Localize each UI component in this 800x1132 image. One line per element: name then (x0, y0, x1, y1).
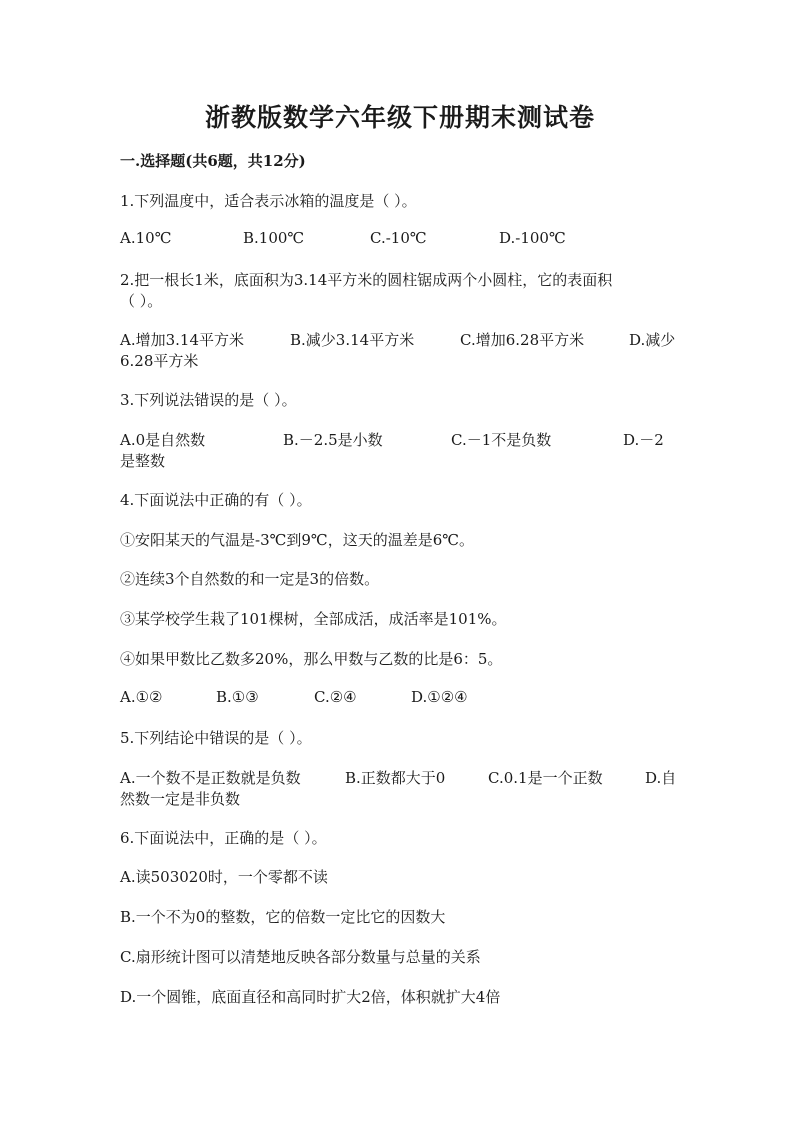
question-6-option-c: C.扇形统计图可以清楚地反映各部分数量与总量的关系 (120, 948, 481, 966)
question-2-option-b: B.减少3.14平方米 (290, 331, 415, 349)
question-4-option-d: D.①②④ (411, 688, 468, 706)
question-2-option-d: D.减少 (629, 331, 676, 349)
question-4-option-c: C.②④ (314, 688, 357, 706)
question-3-option-d: D.－2 (623, 431, 664, 449)
question-3-option-b: B.－2.5是小数 (283, 431, 383, 449)
question-6-option-d: D.一个圆锥，底面直径和高同时扩大2倍，体积就扩大4倍 (120, 988, 501, 1006)
question-2-stem-cont: （ ）。 (120, 292, 163, 310)
question-4-statement-2: ②连续3个自然数的和一定是3的倍数。 (120, 570, 380, 588)
question-1-option-d: D.-100℃ (499, 229, 566, 247)
question-1-option-c: C.-10℃ (370, 229, 427, 247)
question-2-option-a: A.增加3.14平方米 (120, 331, 244, 349)
question-4-option-a: A.①② (120, 688, 163, 706)
question-6-stem: 6.下面说法中，正确的是（ ）。 (120, 829, 327, 847)
question-3-option-c: C.－1不是负数 (451, 431, 552, 449)
question-5-option-b: B.正数都大于0 (345, 769, 446, 787)
question-3-stem: 3.下列说法错误的是（ ）。 (120, 391, 297, 409)
question-4-statement-1: ①安阳某天的气温是-3℃到9℃，这天的温差是6℃。 (120, 531, 475, 549)
question-5-option-a: A.一个数不是正数就是负数 (120, 769, 301, 787)
section-heading: 一.选择题(共6题，共12分) (120, 152, 306, 170)
question-2-option-d-cont: 6.28平方米 (120, 352, 199, 370)
question-1-stem: 1.下列温度中，适合表示冰箱的温度是（ ）。 (120, 192, 417, 210)
question-6-option-a: A.读503020时，一个零都不读 (120, 868, 328, 886)
question-4-stem: 4.下面说法中正确的有（ ）。 (120, 491, 312, 509)
question-5-option-d-cont: 然数一定是非负数 (120, 790, 241, 808)
page-title: 浙教版数学六年级下册期末测试卷 (204, 103, 595, 132)
question-3-option-d-cont: 是整数 (120, 452, 166, 470)
question-5-stem: 5.下列结论中错误的是（ ）。 (120, 729, 312, 747)
question-1-option-b: B.100℃ (243, 229, 305, 247)
question-5-option-d: D.自 (645, 769, 677, 787)
question-5-option-c: C.0.1是一个正数 (488, 769, 603, 787)
question-4-statement-3: ③某学校学生栽了101棵树，全部成活，成活率是101%。 (120, 610, 507, 628)
question-4-option-b: B.①③ (216, 688, 259, 706)
question-4-statement-4: ④如果甲数比乙数多20%，那么甲数与乙数的比是6：5。 (120, 650, 503, 668)
question-1-option-a: A.10℃ (120, 229, 172, 247)
question-2-option-c: C.增加6.28平方米 (460, 331, 585, 349)
question-2-stem: 2.把一根长1米，底面积为3.14平方米的圆柱锯成两个小圆柱，它的表面积 (120, 271, 613, 289)
question-3-option-a: A.0是自然数 (120, 431, 206, 449)
question-6-option-b: B.一个不为0的整数，它的倍数一定比它的因数大 (120, 908, 446, 926)
